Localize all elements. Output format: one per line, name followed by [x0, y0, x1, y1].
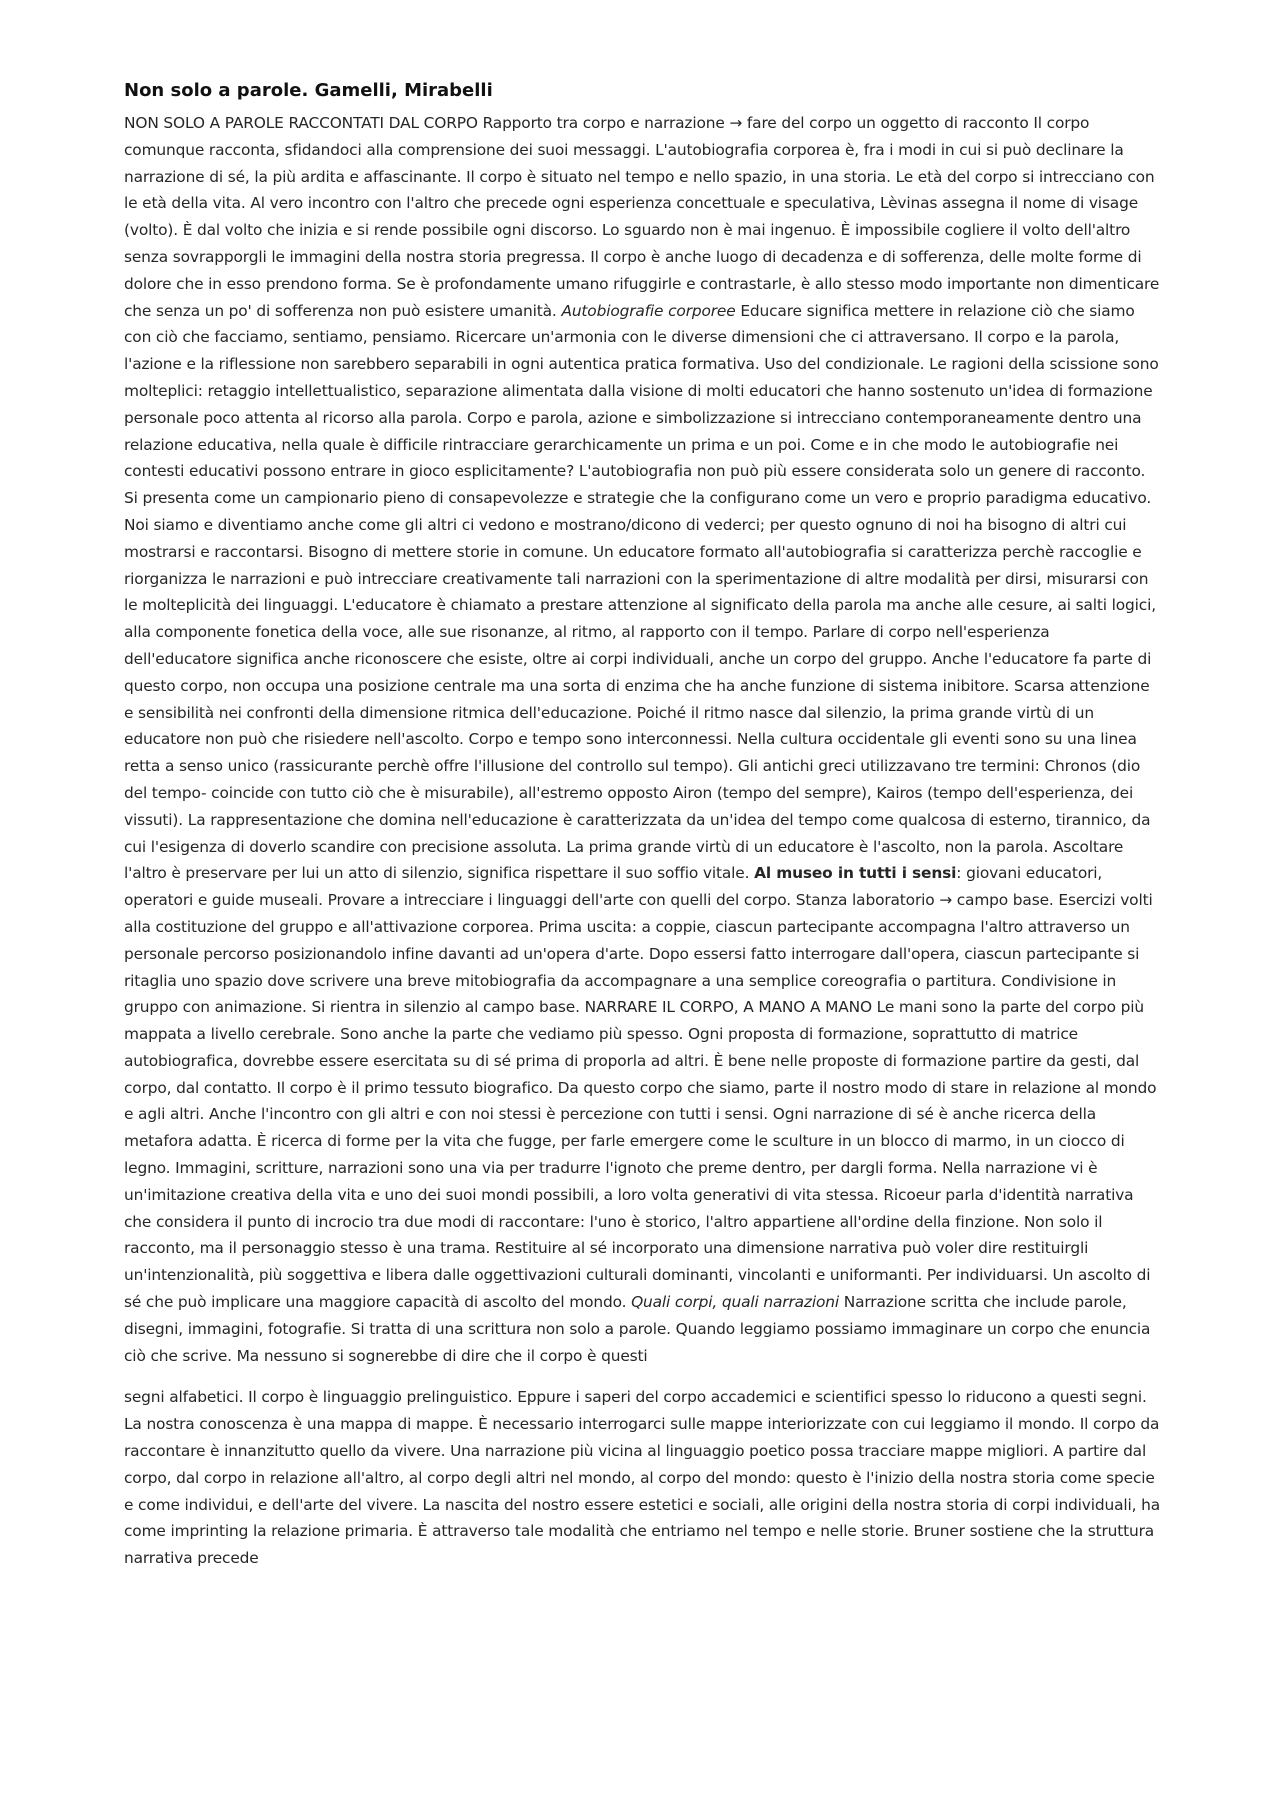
- bold-heading-al-museo: Al museo in tutti i sensi: [754, 864, 957, 883]
- paragraph-1-text-a: NON SOLO A PAROLE RACCONTATI DAL CORPO Rapporto tra corpo e narrazione → fare del corpo un oggetto di racconto Il corpo comunque racconta, sfidandoci alla comprensione dei suoi messaggi. L'autobiografia corporea è, fra i modi in cui si può declinare la narrazione di sé, la più ardita e affascinante. Il corpo è situato nel tempo e nello spazio, in una storia. Le età del corpo si intrecciano con le età della vita. Al vero incontro con l'altro che precede ogni esperienza concettuale e speculativa, Lèvinas assegna il nome di visage (volto). È dal volto che inizia e si rende possibile ogni discorso. Lo sguardo non è mai ingenuo. È impossibile cogliere il volto dell'altro senza sovrapporgli le immagini della nostra storia pregressa. Il corpo è anche luogo di decadenza e di sofferenza, delle molte forme di dolore che in esso prendono forma. Se è profondamente umano rifuggirle e contrastarle, è allo stesso modo importante non dimenticare che senza un po' di sofferenza non può esistere umanità.: [124, 114, 1160, 320]
- body-paragraph-2: segni alfabetici. Il corpo è linguaggio prelinguistico. Eppure i saperi del corpo accademici e scientifici spesso lo riducono a questi segni. La nostra conoscenza è una mappa di mappe. È necessario interrogarci sulle mappe interiorizzate con cui leggiamo il mondo. Il corpo da raccontare è innanzitutto quello da vivere. Una narrazione più vicina al linguaggio poetico possa tracciare mappe migliori. A partire dal corpo, dal corpo in relazione all'altro, al corpo degli altri nel mondo, al corpo del mondo: questo è l'inizio della nostra storia come specie e come individui, e dell'arte del vivere. La nascita del nostro essere estetici e sociali, alle origini della nostra storia di corpi individuali, ha come imprinting la relazione primaria. È attraverso tale modalità che entriamo nel tempo e nelle storie. Bruner sostiene che la struttura narrativa precede: [124, 1388, 1161, 1568]
- paragraph-1-text-d: Narrazione scritta che include parole, disegni, immagini, fotografie. Si tratta di una scrittura non solo a parole. Quando leggiamo possiamo immaginare un corpo che enuncia ciò che scrive. Ma nessuno si sognerebbe di dire che il corpo è questi: [124, 1293, 1151, 1365]
- paragraph-1-text-b: Educare significa mettere in relazione ciò che siamo con ciò che facciamo, sentiamo, pensiamo. Ricercare un'armonia con le diverse dimensioni che ci attraversano. Il corpo e la parola, l'azione e la riflessione non sarebbero separabili in ogni autentica pratica formativa. Uso del condizionale. Le ragioni della scissione sono molteplici: retaggio intellettualistico, separazione alimentata dalla visione di molti educatori che hanno sostenuto un'idea di formazione personale poco attenta al ricorso alla parola. Corpo e parola, azione e simbolizzazione si intrecciano contemporaneamente dentro una relazione educativa, nella quale è difficile rintracciare gerarchicamente un prima e un poi. Come e in che modo le autobiografie nei contesti educativi possono entrare in gioco esplicitamente? L'autobiografia non può più essere considerata solo un genere di racconto. Si presenta come un campionario pieno di consapevolezze e strategie che la configurano come un vero e proprio paradigma educativo. Noi siamo e diventiamo anche come gli altri ci vedono e mostrano/dicono di vederci; per questo ognuno di noi ha bisogno di altri cui mostrarsi e raccontarsi. Bisogno di mettere storie in comune. Un educatore formato all'autobiografia si caratterizza perchè raccoglie e riorganizza le narrazioni e può intrecciare creativamente tali narrazioni con la sperimentazione di altre modalità per dirsi, misurarsi con le molteplicità dei linguaggi. L'educatore è chiamato a prestare attenzione al significato della parola ma anche alle cesure, ai salti logici, alla componente fonetica della voce, alle sue risonanze, al ritmo, al rapporto con il tempo. Parlare di corpo nell'esperienza dell'educatore significa anche riconoscere che esiste, oltre ai corpi individuali, anche un corpo del gruppo. Anche l'educatore fa parte di questo corpo, non occupa una posizione centrale ma una sorta di enzima che ha anche funzione di sistema inibitore. Scarsa attenzione e sensibilità nei confronti della dimensione ritmica dell'educazione. Poiché il ritmo nasce dal silenzio, la prima grande virtù di un educatore non può che risiedere nell'ascolto. Corpo e tempo sono interconnessi. Nella cultura occidentale gli eventi sono su una linea retta a senso unico (rassicurante perchè offre l'illusione del controllo sul tempo). Gli antichi greci utilizzavano tre termini: Chronos (dio del tempo- coincide con tutto ciò che è misurabile), all'estremo opposto Airon (tempo del sempre), Kairos (tempo dell'esperienza, dei vissuti). La rappresentazione che domina nell'educazione è caratterizzata da un'idea del tempo come qualcosa di esterno, tirannico, da cui l'esigenza di doverlo scandire con precisione assoluta. La prima grande virtù di un educatore è l'ascolto, non la parola. Ascoltare l'altro è preservare per lui un atto di silenzio, significa rispettare il suo soffio vitale.: [124, 301, 1159, 883]
- italic-heading-quali-corpi: Quali corpi, quali narrazioni: [631, 1293, 839, 1312]
- document-title: Non solo a parole. Gamelli, Mirabelli: [124, 80, 493, 101]
- italic-heading-autobiografie-corporee: Autobiografie corporee: [561, 301, 736, 320]
- body-paragraph-1: [124, 110, 1160, 1369]
- paragraph-1-text-c: : giovani educatori, operatori e guide museali. Provare a intrecciare i linguaggi dell'arte con quelli del corpo. Stanza laboratorio → campo base. Esercizi volti alla costituzione del gruppo e all'attivazione corporea. Prima uscita: a coppie, ciascun partecipante accompagna l'altro attraverso un personale percorso posizionandolo infine davanti ad un'opera d'arte. Dopo essersi fatto interrogare dall'opera, ciascun partecipante si ritaglia uno spazio dove scrivere una breve mitobiografia da accompagnare a una semplice coreografia o partitura. Condivisione in gruppo con animazione. Si rientra in silenzio al campo base. NARRARE IL CORPO, A MANO A MANO Le mani sono la parte del corpo più mappata a livello cerebrale. Sono anche la parte che vediamo più spesso. Ogni proposta di formazione, soprattutto di matrice autobiografica, dovrebbe essere esercitata su di sé prima di proporla ad altri. È bene nelle proposte di formazione partire da gesti, dal corpo, dal contatto. Il corpo è il primo tessuto biografico. Da questo corpo che siamo, parte il nostro modo di stare in relazione al mondo e agli altri. Anche l'incontro con gli altri e con noi stessi è percezione con tutti i sensi. Ogni narrazione di sé è anche ricerca della metafora adatta. È ricerca di forme per la vita che fugge, per farle emergere come le sculture in un blocco di marmo, in un ciocco di legno. Immagini, scritture, narrazioni sono una via per tradurre l'ignoto che preme dentro, per dargli forma. Nella narrazione vi è un'imitazione creativa della vita e uno dei suoi mondi possibili, a loro volta generativi di vita stessa. Ricoeur parla d'identità narrativa che considera il punto di incrocio tra due modi di raccontare: l'uno è storico, l'altro appartiene all'ordine della finzione. Non solo il racconto, ma il personaggio stesso è una trama. Restituire al sé incorporato una dimensione narrativa può voler dire restituirgli un'intenzionalità, più soggettiva e libera dalle oggettivazioni culturali dominanti, vincolanti e uniformanti. Per individuarsi. Un ascolto di sé che può implicare una maggiore capacità di ascolto del mondo.: [124, 864, 1157, 1312]
